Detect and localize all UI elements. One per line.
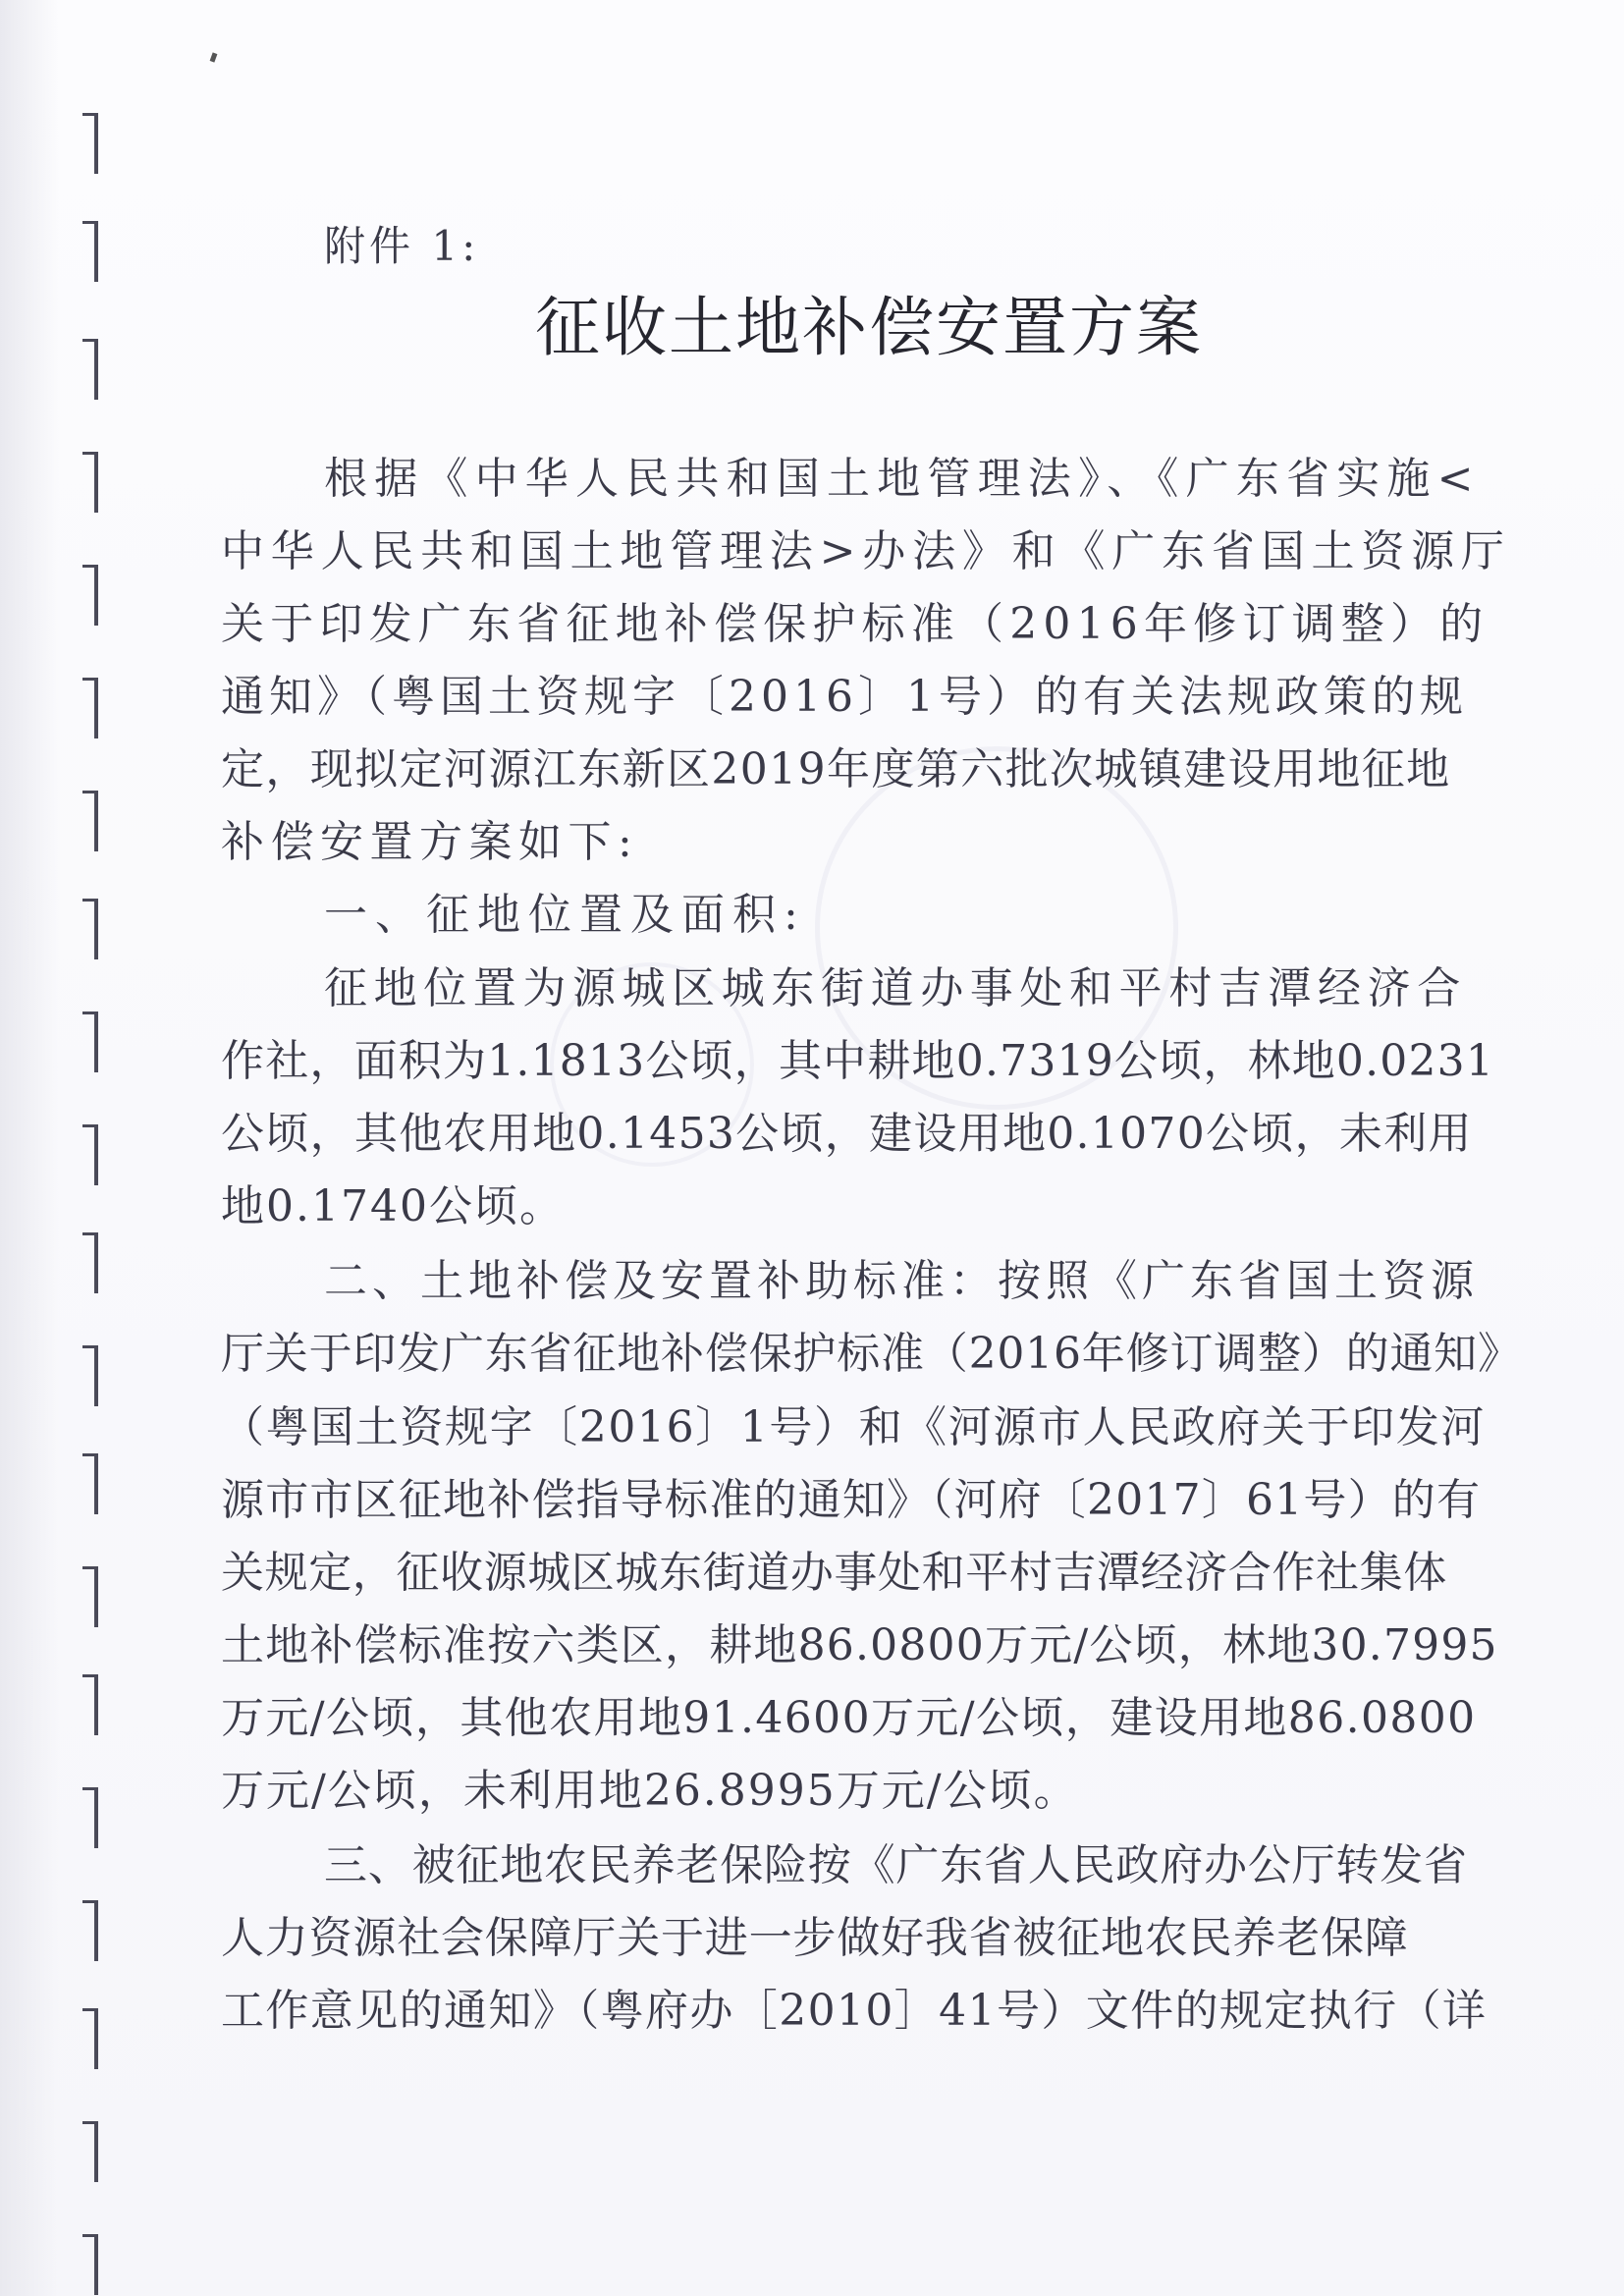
body-line: 公顷，其他农用地0.1453公顷，建设用地0.1070公顷，未利用 xyxy=(221,1109,1473,1159)
body-line: 万元/公顷，其他农用地91.4600万元/公顷，建设用地86.0800 xyxy=(221,1693,1477,1743)
body-line: 万元/公顷，未利用地26.8995万元/公顷。 xyxy=(221,1766,1079,1816)
body-line: 关于印发广东省征地补偿保护标准（2016年修订调整）的 xyxy=(221,599,1489,649)
binding-holes xyxy=(0,0,128,2296)
body-line: 征地位置为源城区城东街道办事处和平村吉潭经济合 xyxy=(324,963,1467,1013)
body-line: 二、土地补偿及安置补助标准：按照《广东省国土资源 xyxy=(324,1256,1479,1306)
binding-hole xyxy=(82,1124,98,1185)
body-line: 作社，面积为1.1813公顷，其中耕地0.7319公顷，林地0.0231 xyxy=(221,1036,1495,1086)
body-line: 补偿安置方案如下: xyxy=(221,817,639,867)
body-line: 人力资源社会保障厅关于进一步做好我省被征地农民养老保障 xyxy=(221,1913,1409,1963)
body-line: 三、被征地农民养老保险按《广东省人民政府办公厅转发省 xyxy=(324,1840,1468,1890)
body-line: （粤国土资规字〔2016〕1号）和《河源市人民政府关于印发河 xyxy=(221,1402,1486,1452)
binding-hole xyxy=(82,1345,98,1406)
binding-hole xyxy=(82,339,98,400)
binding-hole xyxy=(82,1011,98,1072)
binding-hole xyxy=(82,2008,98,2069)
binding-hole xyxy=(82,1674,98,1735)
binding-hole xyxy=(82,791,98,851)
body-line: 土地补偿标准按六类区，耕地86.0800万元/公顷，林地30.7995 xyxy=(221,1620,1498,1670)
binding-hole xyxy=(82,221,98,282)
scan-mark xyxy=(210,52,218,62)
body-line: 源市市区征地补偿指导标准的通知》（河府〔2017〕61号）的有 xyxy=(221,1475,1482,1525)
binding-hole xyxy=(82,678,98,738)
binding-hole xyxy=(82,1232,98,1293)
binding-hole xyxy=(82,113,98,174)
binding-hole xyxy=(82,899,98,959)
body-line: 地0.1740公顷。 xyxy=(221,1181,565,1231)
binding-hole xyxy=(82,2121,98,2182)
body-line: 工作意见的通知》（粤府办［2010］41号）文件的规定执行（详 xyxy=(221,1986,1488,2036)
binding-hole xyxy=(82,2234,98,2295)
body-line: 厅关于印发广东省征地补偿保护标准（2016年修订调整）的通知》 xyxy=(221,1329,1522,1379)
binding-hole xyxy=(82,565,98,626)
binding-hole xyxy=(82,452,98,513)
body-line: 关规定，征收源城区城东街道办事处和平村吉潭经济合作社集体 xyxy=(221,1548,1447,1598)
binding-hole xyxy=(82,1787,98,1848)
attachment-label: 附件 1: xyxy=(324,222,480,270)
binding-hole xyxy=(82,1566,98,1627)
document-title: 征收土地补偿安置方案 xyxy=(535,290,1203,365)
body-line: 通知》（粤国土资规字〔2016〕1号）的有关法规政策的规 xyxy=(221,672,1468,722)
body-line: 定，现拟定河源江东新区2019年度第六批次城镇建设用地征地 xyxy=(221,744,1451,794)
body-line: 一、征地位置及面积: xyxy=(324,890,806,940)
binding-hole xyxy=(82,1453,98,1514)
body-line: 中华人民共和国土地管理法>办法》和《广东省国土资源厅 xyxy=(221,526,1511,576)
binding-hole xyxy=(82,1900,98,1961)
body-line: 根据《中华人民共和国土地管理法》、《广东省实施< xyxy=(324,454,1481,504)
